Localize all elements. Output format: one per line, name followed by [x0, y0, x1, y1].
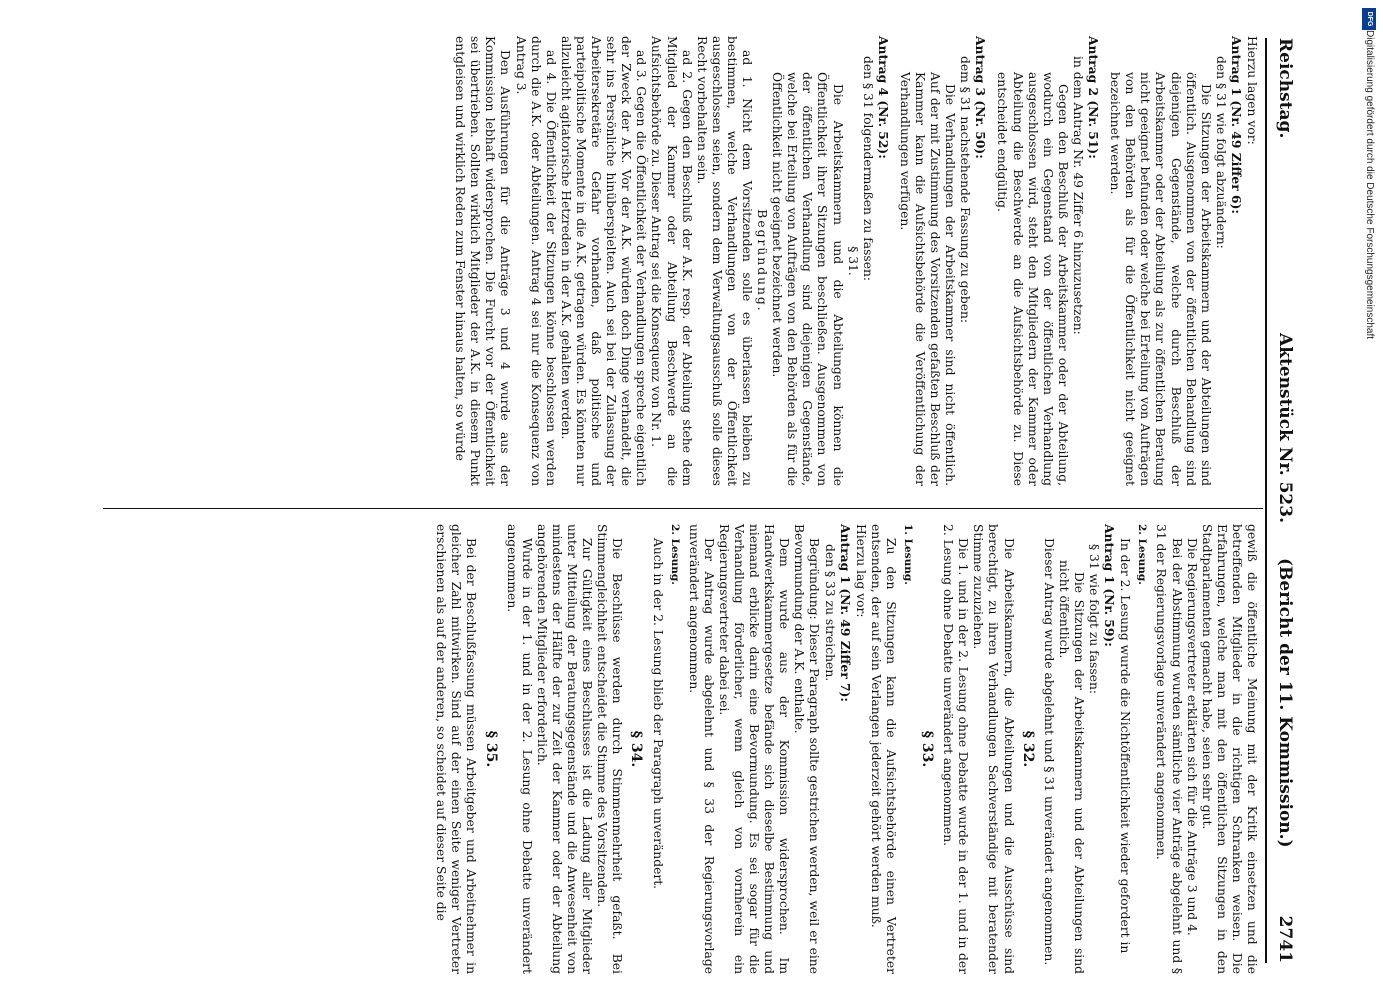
- reading-label: 2. Lesung.: [668, 524, 681, 585]
- dfg-badge: DFG: [1362, 8, 1376, 30]
- text-paragraph: Die Arbeitskammern, die Abteilungen und die Ausschüsse sind berechtigt, zu ihren Verhandlungen Sachverständige mit beratender Stimme zuzuziehen.: [971, 524, 1016, 974]
- text-paragraph: Zur Gültigkeit eines Beschlusses ist die Ladung aller Mitglieder unter Mitteilung der Beratungsgegenstände und die Anwesenheit von mindestens der Hälfte der zur Zeit der Kammer oder der Abteilung angehörenden Mitglieder erforderlich.: [534, 524, 595, 974]
- left-column: [452, 36, 1259, 486]
- header-report-title: (Bericht der 11. Kommission.): [1275, 558, 1295, 848]
- digitization-note: [1346, 30, 1376, 970]
- motion-intro: dem § 31 nachstehende Fassung zu geben:: [958, 56, 973, 324]
- text-paragraph: Der Antrag wurde abgelehnt und § 33 der Regierungsvorlage unverändert angenommen.: [686, 524, 716, 974]
- text-paragraph: Bei der Beschlußfassung müssen Arbeitgeber und Arbeitnehmer in gleicher Zahl mitwirken. Sind auf der einen Seite weniger Vertreter erschienen als auf der anderen, so scheidet auf dieser Seite die: [434, 524, 479, 974]
- motion-intro: den § 33 zu streichen.: [822, 544, 837, 682]
- motion-body: Die Arbeitskammern und die Abteilungen können die Öffentlichkeit ihrer Sitzungen beschließen. Ausgenommen von der öffentlichen Verhandlung sind diejenigen Gegenstände, welche bei Erteilung von Aufträgen von den Behörden als für die Öffentlichkeit nicht geeignet bezeichnet werden.: [770, 72, 845, 486]
- text-paragraph: Begründung: Dieser Paragraph sollte gestrichen werden, weil er eine Bevormundung der A.K. enthalte.: [792, 524, 822, 974]
- text-paragraph: Die Regierungsvertreter erklärten sich für die Anträge 3 und 4.: [1184, 538, 1199, 936]
- motion-body: Gegen den Beschluß der Arbeitskammer oder der Abteilung, wodurch ein Gegenstand von der öffentlichen Verhandlung ausgeschlossen wird, steht den Mitgliedern der Kammer oder Abteilung die Beschwerde an die Aufsichtsbehörde zu. Diese entscheidet endgültig.: [995, 72, 1070, 486]
- text-paragraph: ad 4. Die Öffentlichkeit der Sitzungen könne beschlossen werden durch die A.K. oder Abteilungen. Antrag 4 sei nur die Konsequenz von Antrag 3.: [513, 36, 558, 486]
- text-paragraph: gewiß die öffentliche Meinung mit der Kritik einsetzen und die betreffenden Mitglieder in die richtigen Schranken weisen. Die Erfahrungen, welche man mit den öffentlichen Sitzungen in den Stadtparlamenten gemacht habe, seien sehr gut.: [1199, 524, 1259, 974]
- motion-intro: in dem Antrag Nr. 49 Ziffer 6 hinzuzusetzen:: [1070, 56, 1085, 335]
- text-paragraph: Zu den Sitzungen kann die Aufsichtsbehörde einen Vertreter entsenden, der auf sein Verlangen jederzeit gehört werden muß.: [868, 524, 898, 974]
- motion-label: Antrag 3 (Nr. 50):: [973, 36, 989, 159]
- text-paragraph: Dem wurde aus der Kommission widersprochen. Im Handwerkskammergesetze befände sich dieselbe Bestimmung und niemand erblicke darin eine Bevormundung. Es sei sogar für die Verhandlung förderlicher, wenn gleich von vornherein ein Regierungsvertreter dabei sei.: [716, 524, 792, 974]
- section-heading: § 32.: [1019, 730, 1036, 768]
- text-paragraph: Dieser Antrag wurde abgelehnt und § 31 unverändert angenommen.: [1041, 538, 1056, 966]
- reading-label: 1. Lesung.: [902, 524, 915, 585]
- text-paragraph: Hierzu lagen vor:: [1245, 36, 1259, 145]
- text-paragraph: Auch in der 2. Lesung blieb der Paragraph unverändert.: [650, 538, 665, 890]
- motion-label: Antrag 1 (Nr. 49 Ziffer 6):: [1228, 36, 1244, 214]
- motion-label: Antrag 2 (Nr. 51):: [1086, 36, 1102, 159]
- motion-label: Antrag 4 (Nr. 52):: [875, 36, 891, 159]
- motion-label: Antrag 1 (Nr. 49 Ziffer 7):: [837, 524, 853, 702]
- motion-body: Die Sitzungen der Arbeitskammern und der Abteilungen sind nicht öffentlich.: [1056, 560, 1086, 974]
- text-paragraph: Die 1. und in der 2. Lesung ohne Debatte wurde in der 1. und in der 2. Lesung ohne Debatte unverändert angenommen.: [941, 524, 971, 974]
- section-heading: § 35.: [482, 730, 499, 768]
- text-paragraph: In der 2. Lesung wurde die Nichtöffentlichkeit wieder gefordert in: [1118, 538, 1133, 954]
- right-column: [433, 524, 1259, 974]
- digitization-note-text: Digitalisierung gefördert durch die Deutsche Forschungsgemeinschaft: [1364, 30, 1375, 340]
- section-heading: § 33.: [919, 730, 936, 768]
- header-rule: [1265, 38, 1267, 963]
- section-number: § 31.: [845, 246, 860, 276]
- text-paragraph: Bei der Abstimmung wurden sämtliche vier Anträge abgelehnt und § 31 der Regierungsvorlage unverändert angenommen.: [1154, 524, 1184, 974]
- header-doc-label: Aktenstück Nr. 523.: [1275, 333, 1295, 524]
- reading-label: 2. Lesung.: [1136, 524, 1149, 585]
- motion-intro: den § 31 folgendermaßen zu fassen:: [860, 56, 875, 282]
- text-paragraph: Die Beschlüsse werden durch Stimmenmehrheit gefaßt. Bei Stimmengleichheit entscheidet die Stimme des Vorsitzenden.: [595, 524, 625, 974]
- motion-intro: den § 31 wie folgt abzuändern:: [1213, 56, 1228, 249]
- motion-label: Antrag 1 (Nr. 59):: [1102, 524, 1118, 647]
- motion-body: Die Verhandlungen der Arbeitskammer sind nicht öffentlich. Auf der mit Zustimmung des Vorsitzenden gefaßten Beschluß der Kammer kann die Aufsichtsbehörde die Veröffentlichung der Verhandlungen verfügen.: [897, 72, 958, 486]
- page-header: [1267, 38, 1295, 973]
- column-divider: [103, 508, 1263, 509]
- text-paragraph: Hierzu lag vor:: [853, 524, 868, 618]
- justification-heading: Begründung.: [755, 209, 770, 313]
- text-paragraph: ad 1. Nicht dem Vorsitzenden solle es überlassen bleiben zu bestimmen, welche Verhandlungen von der Öffentlichkeit ausgeschlossen seien, sondern dem Verwaltungsausschuß solle dieses Recht vorbehalten sein.: [694, 36, 754, 486]
- motion-body: Die Sitzungen der Arbeitskammern und der Abteilungen sind öffentlich. Ausgenommen von der öffentlichen Behandlung sind diejenigen Gegenstände, welche durch Beschluß der Arbeitskammer oder der Abteilung als zur öffentlichen Beratung nicht geeignet befunden oder welche bei Erteilung von Aufträgen von den Behörden als für die Öffentlichkeit nicht geeignet bezeichnet werden.: [1108, 72, 1213, 486]
- section-heading: § 34.: [628, 730, 645, 768]
- page-number: 2741: [1275, 915, 1295, 963]
- text-paragraph: Den Ausführungen für die Anträge 3 und 4 wurde aus der Kommission lebhaft widersprochen. Die Furcht vor der Öffentlichkeit sei übertrieben. Sollten wirklich Mitglieder der A.K. in diesem Punkt entgleisen und wirklich Reden zum Fenster hinaus halten, so würde: [453, 36, 513, 486]
- text-paragraph: Wurde in der 1. und in der 2. Lesung ohne Debatte unverändert angenommen.: [504, 524, 534, 974]
- text-paragraph: ad 2. Gegen den Beschluß der A.K. resp. der Abteilung stehe dem Mitglied der Kammer oder Abteilung Beschwerde an die Aufsichtsbehörde zu. Dieser Antrag sei die Konsequenz von Nr. 1.: [649, 36, 694, 486]
- motion-intro: § 31 wie folgt zu fassen:: [1087, 544, 1102, 695]
- header-reichstag: Reichstag.: [1275, 38, 1295, 139]
- text-paragraph: ad 3. Gegen die Öffentlichkeit der Verhandlungen spreche eigentlich der Zweck der A.K. Vor der A.K. würden doch Dinge verhandelt, die sehr ins Persönliche hinüberspielten. Auch sei bei der Zulassung der Arbeitersekretäre Gefahr vorhanden, daß politische und parteipolitische Momente in die A.K. getragen würden. Es könnten nur allzuleicht agitatorische Hetzreden in der A.K. gehalten werden.: [558, 36, 649, 486]
